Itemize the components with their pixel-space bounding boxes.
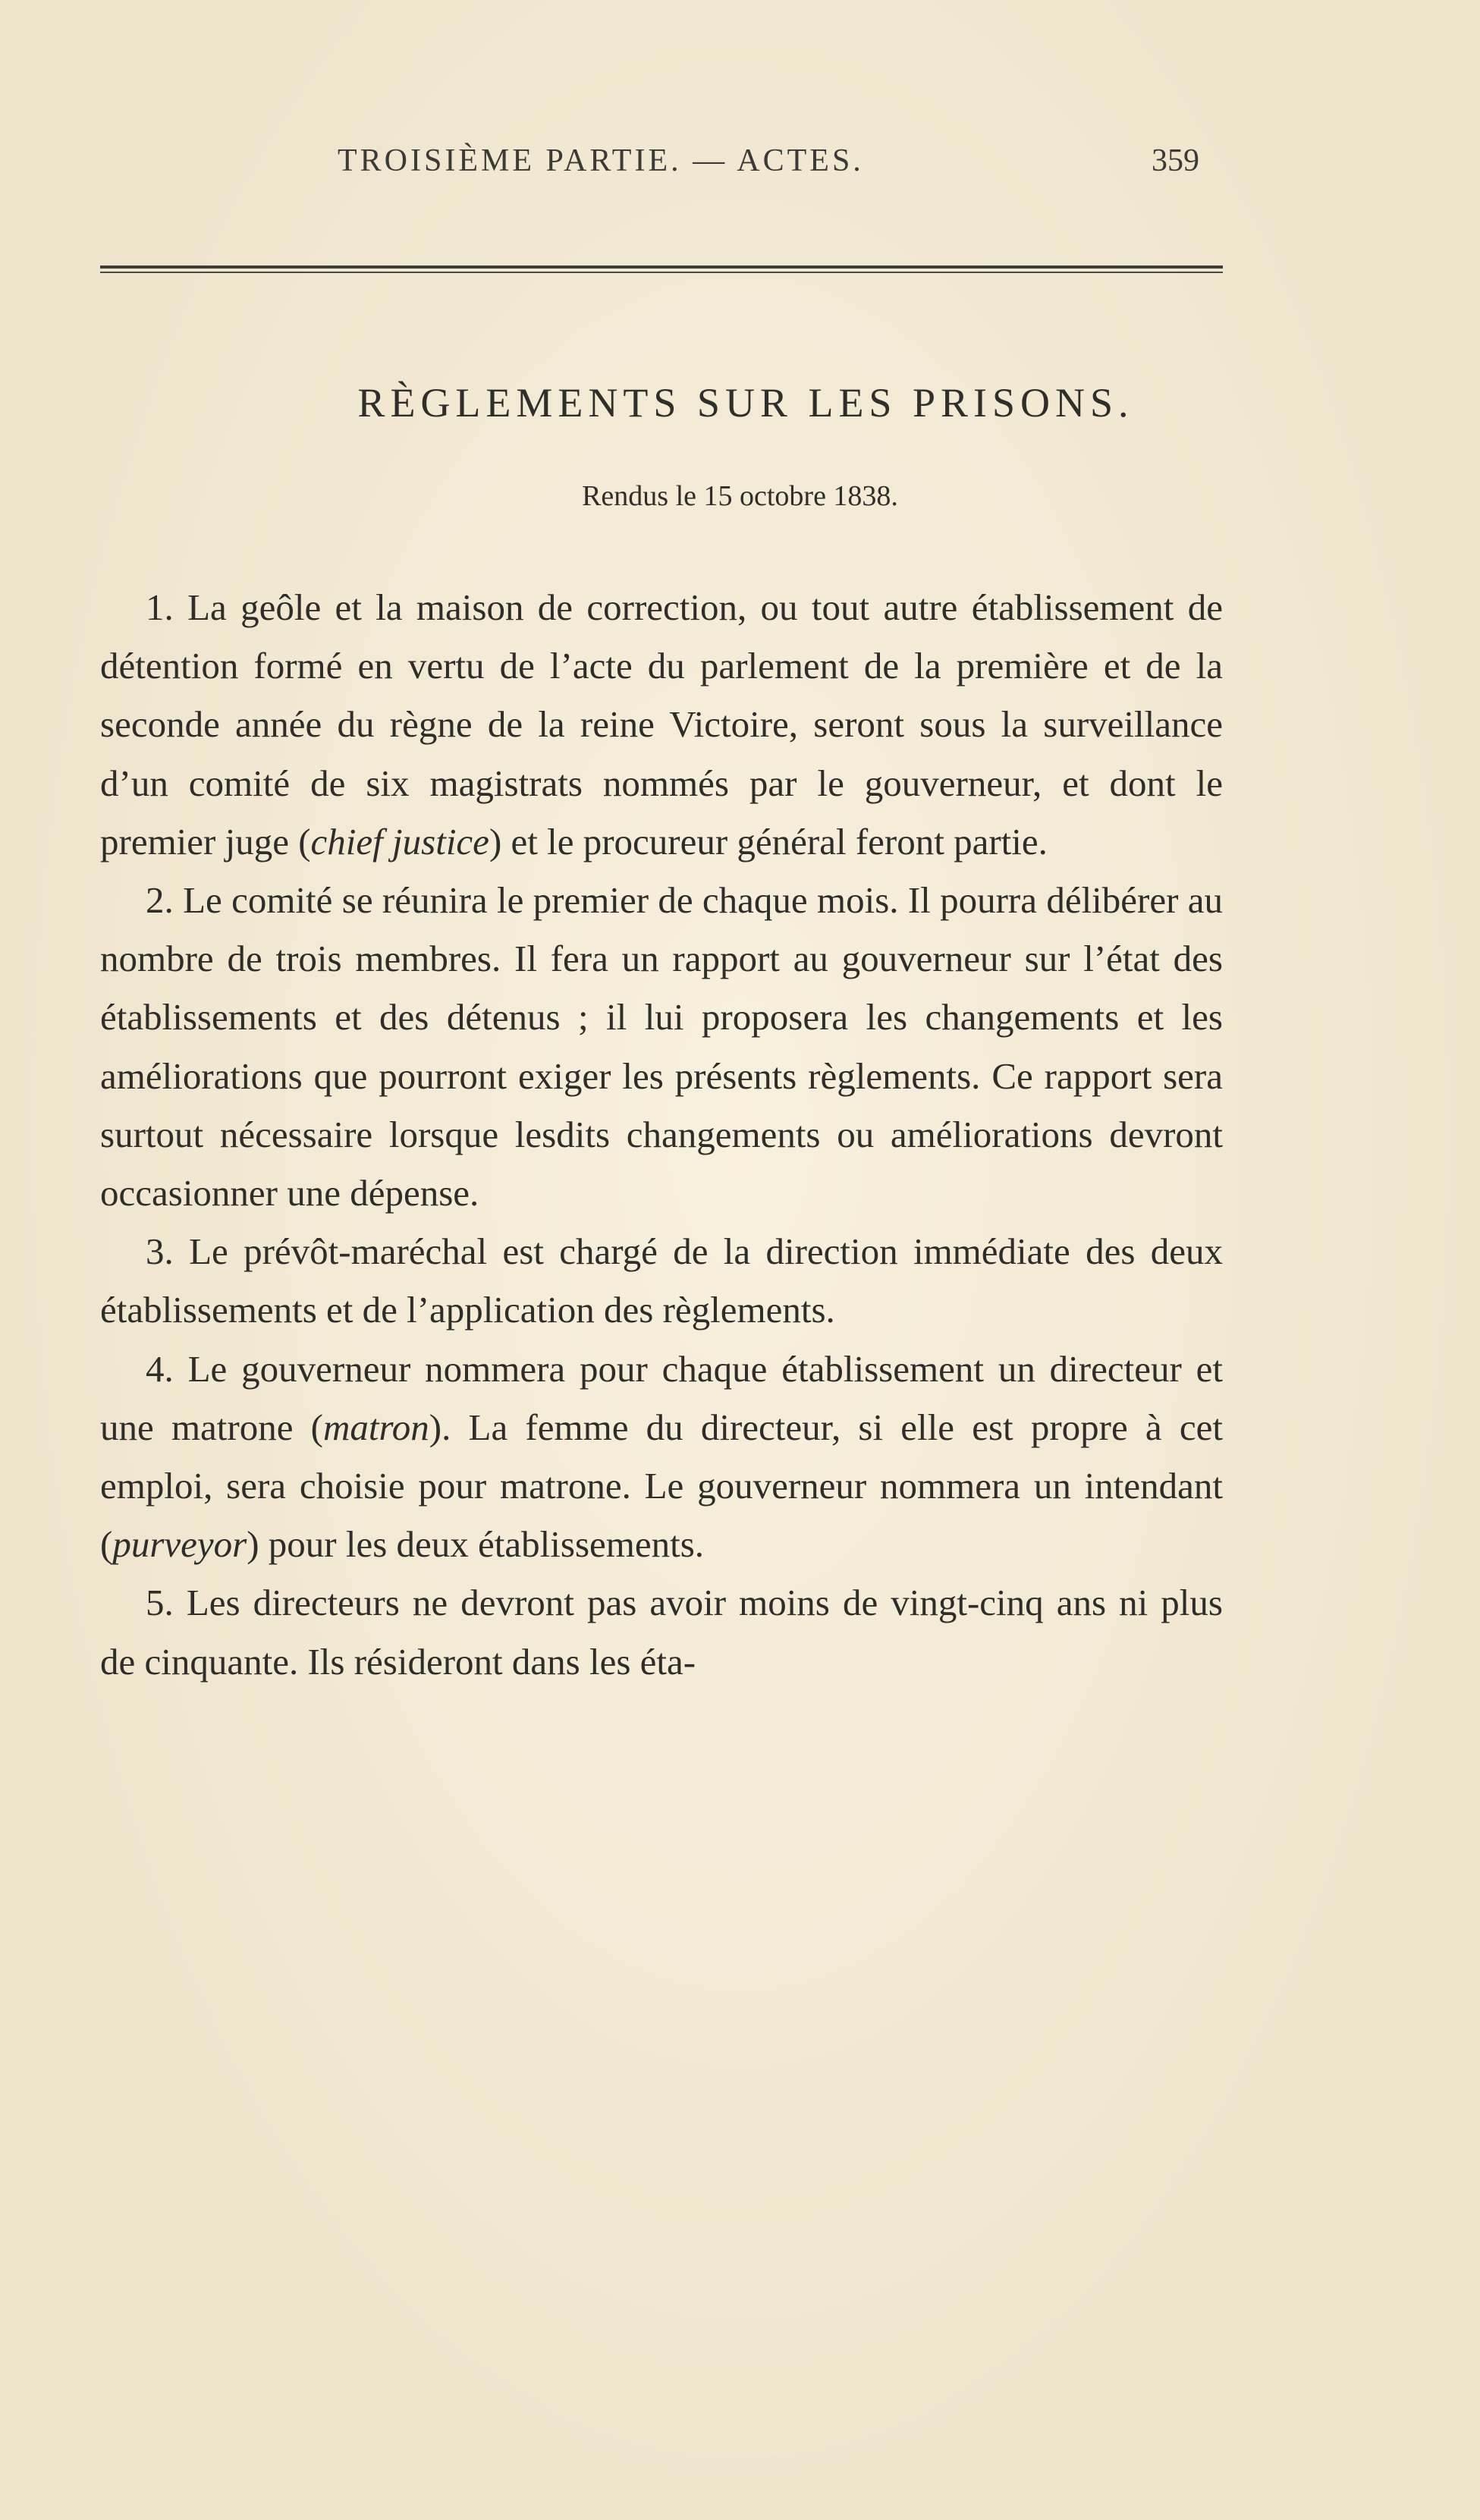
article-4-italic-purveyor: purveyor xyxy=(112,1523,247,1566)
running-head xyxy=(0,143,1480,188)
article-2: 2. Le comité se réunira le premier de chaque mois. Il pourra délibérer au nombre de trois membres. Il fera un rapport au gouverneur sur l’état des établissements et des détenus ; il lui proposera les changements et les améliorations que pourront exiger les présents règlements. Ce rapport sera surtout nécessaire lorsque lesdits changements ou améliorations devront occasionner une dépense. xyxy=(100,879,1223,1214)
article-1-italic: chief justice xyxy=(310,820,489,863)
section-date: Rendus le 15 octobre 1838. xyxy=(582,480,898,512)
header-rule-thick xyxy=(100,266,1223,269)
running-title: TROISIÈME PARTIE. — ACTES. xyxy=(338,143,864,178)
article-1-text-end: ) et le procureur général feront partie. xyxy=(489,820,1048,863)
article-4-text-middle: ). La femme du directeur, si elle est propre à cet emploi, sera choisie pour matrone. Le gouverneur nommera un intendant ( xyxy=(100,1406,1223,1566)
article-4-text: 4. Le gouverneur nommera pour chaque établissement un directeur et une matrone ( xyxy=(100,1347,1223,1448)
section-title: RÈGLEMENTS SUR LES PRISONS. xyxy=(357,380,1134,426)
article-5: 5. Les directeurs ne devront pas avoir moins de vingt-cinq ans ni plus de cinquante. Ils résideront dans les éta- xyxy=(100,1582,1223,1683)
header-rule-thin xyxy=(100,272,1223,273)
article-4 xyxy=(100,1340,1223,1574)
article-4-italic-matron: matron xyxy=(323,1406,429,1448)
page-number: 359 xyxy=(1152,143,1199,178)
article-1 xyxy=(100,578,1223,871)
article-1-text: 1. La geôle et la maison de correction, ou tout autre établissement de détention formé en vertu de l’acte du parlement de la première et de la seconde année du règne de la reine Victoire, seront sous la surveillance d’un comité de six magistrats nommés par le gouverneur, et dont le premier juge ( xyxy=(100,586,1223,863)
article-4-text-end: ) pour les deux établissements. xyxy=(247,1523,705,1566)
body-text xyxy=(100,578,1223,1691)
header-rule xyxy=(100,266,1223,275)
article-3: 3. Le prévôt-maréchal est chargé de la direction immédiate des deux établissements et de l’application des règlements. xyxy=(100,1230,1223,1331)
